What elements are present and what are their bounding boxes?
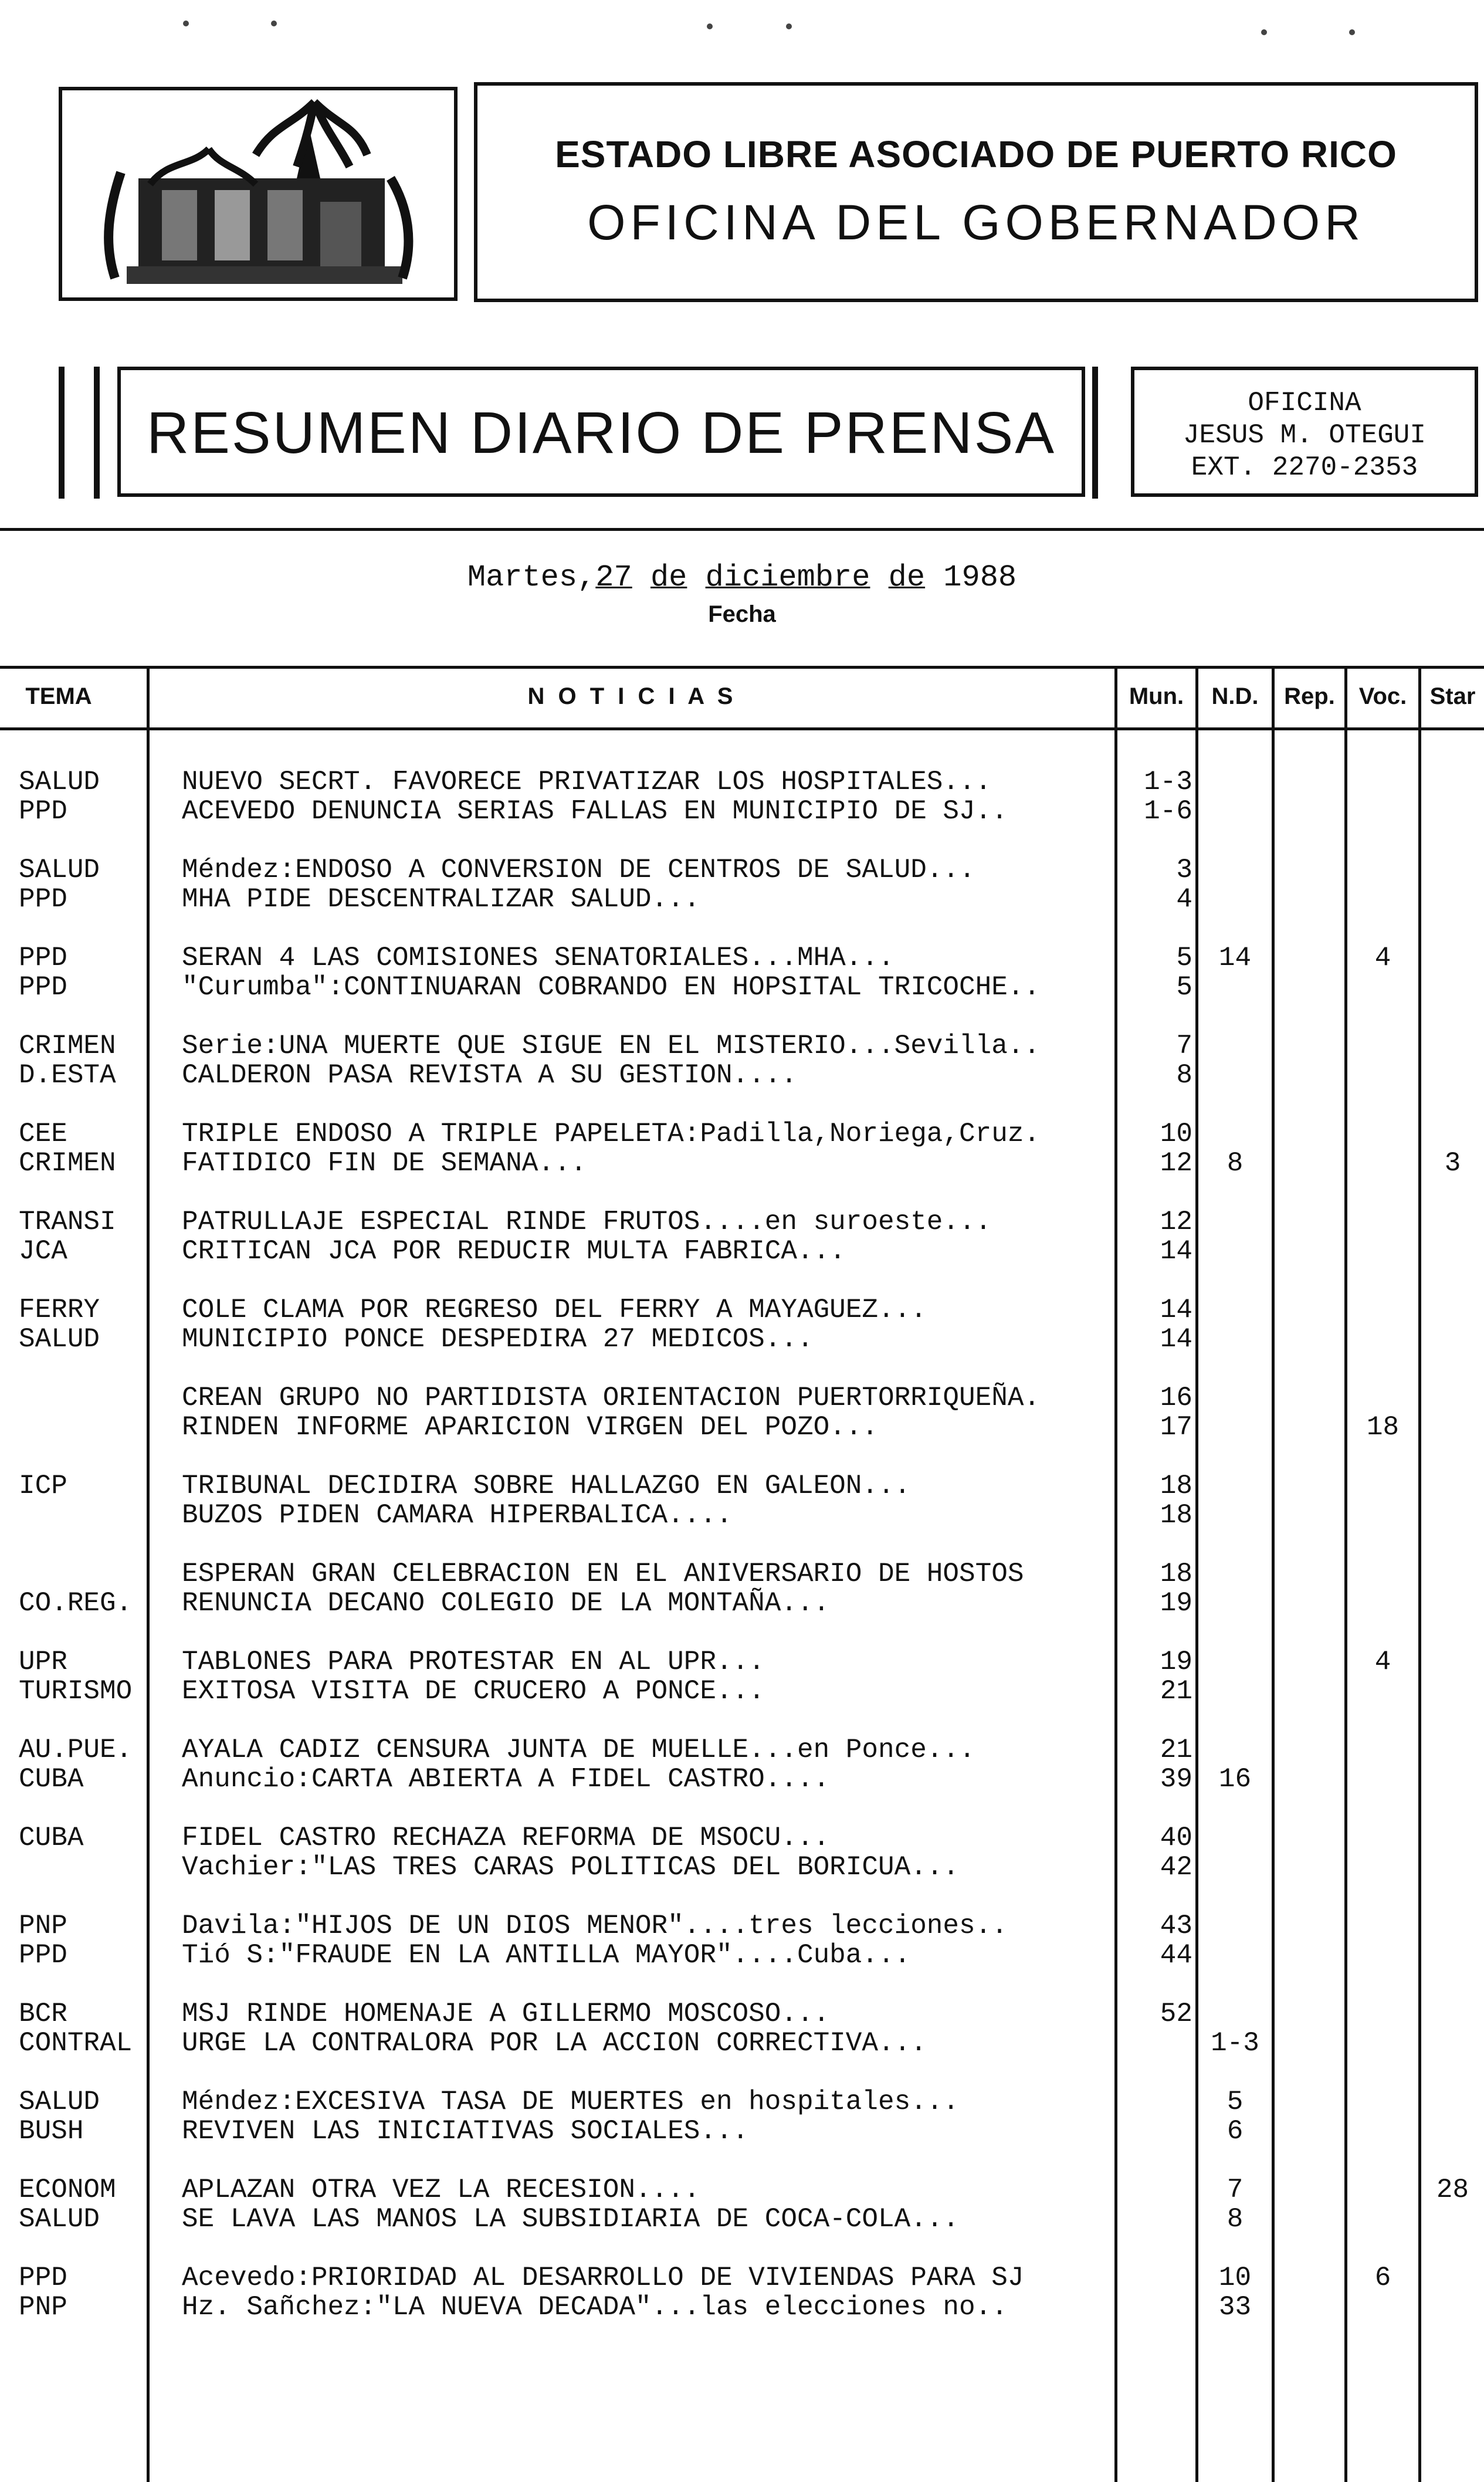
table-row [0,1471,1484,1501]
tema-cell: CO.REG. [19,1588,133,1618]
mun-cell: 19 [1160,1588,1192,1618]
tema-cell: CUBA [19,1764,84,1794]
tema-cell: SALUD [19,767,100,797]
tema-cell: UPR [19,1647,67,1677]
noticia-cell: EXITOSA VISITA DE CRUCERO A PONCE... [182,1676,765,1706]
noticia-cell: NUEVO SECRT. FAVORECE PRIVATIZAR LOS HOSPITALES... [182,767,992,797]
voc-cell: 4 [1374,1647,1391,1677]
tema-cell: SALUD [19,1324,100,1355]
date-month: diciembre [705,560,870,595]
mun-cell: 3 [1176,855,1192,885]
noticia-cell: COLE CLAMA POR REGRESO DEL FERRY A MAYAGUEZ... [182,1295,927,1325]
tema-cell: SALUD [19,2087,100,2117]
noticia-cell: Vachier:"LAS TRES CARAS POLITICAS DEL BORICUA... [182,1852,960,1882]
tema-cell: CONTRAL [19,2028,133,2058]
noticia-cell: CRITICAN JCA POR REDUCIR MULTA FABRICA... [182,1236,846,1267]
tema-cell: PPD [19,2263,67,2293]
table-row [0,1383,1484,1413]
mun-cell: 52 [1160,1999,1192,2029]
noticia-cell: URGE LA CONTRALORA POR LA ACCION CORRECTIVA... [182,2028,927,2058]
mun-cell: 10 [1160,1119,1192,1149]
tema-cell: D.ESTA [19,1060,116,1091]
noticias-header: N O T I C I A S [527,683,737,709]
scan-speck [1261,29,1267,35]
government-title-box [474,82,1478,302]
tema-cell: CUBA [19,1823,84,1853]
noticia-cell: AYALA CADIZ CENSURA JUNTA DE MUELLE...en Ponce... [182,1735,975,1765]
table-row [0,1677,1484,1706]
scan-speck [183,21,189,26]
tema-cell: PNP [19,2292,67,2322]
nd-cell: 8 [1226,2204,1244,2234]
office-name: OFICINA DEL GOBERNADOR [587,195,1365,250]
star-header: Star [1429,683,1476,709]
date-line [0,560,1484,595]
mun-cell: 16 [1160,1383,1192,1413]
nd-cell: 7 [1226,2175,1244,2205]
mun-cell: 19 [1160,1647,1192,1677]
noticia-cell: TRIBUNAL DECIDIRA SOBRE HALLAZGO EN GALEON... [182,1471,911,1501]
noticia-cell: Anuncio:CARTA ABIERTA A FIDEL CASTRO.... [182,1764,830,1794]
table-row [0,1823,1484,1853]
noticia-cell: MSJ RINDE HOMENAJE A GILLERMO MOSCOSO... [182,1999,830,2029]
table-row [0,767,1484,797]
nd-cell: 1-3 [1211,2028,1259,2058]
tema-cell: BUSH [19,2116,84,2146]
table-row [0,2263,1484,2293]
table-row [0,1559,1484,1589]
nd-header: N.D. [1211,683,1259,709]
mun-cell: 5 [1176,972,1192,1003]
voc-cell: 18 [1366,1412,1400,1443]
nd-cell: 5 [1226,2087,1244,2117]
table-row [0,2117,1484,2146]
tema-cell: CEE [19,1119,67,1149]
nd-cell: 10 [1218,2263,1252,2293]
nd-cell: 8 [1226,1148,1244,1179]
noticia-cell: CREAN GRUPO NO PARTIDISTA ORIENTACION PUERTORRIQUEÑA. [182,1383,1041,1413]
date-label: Fecha [708,601,776,627]
nd-cell: 16 [1218,1764,1252,1794]
table-row [0,1207,1484,1237]
mun-cell: 1-3 [1144,767,1192,797]
noticia-cell: CALDERON PASA REVISTA A SU GESTION.... [182,1060,797,1091]
mun-cell: 43 [1160,1911,1192,1941]
table-header-rule [0,727,1484,730]
table-row [0,885,1484,914]
table-row [0,2205,1484,2234]
office-extension: EXT. 2270-2353 [1191,452,1418,483]
date-de: de [888,560,926,595]
noticia-cell: Serie:UNA MUERTE QUE SIGUE EN EL MISTERIO...Sevilla.. [182,1031,1041,1061]
noticia-cell: FIDEL CASTRO RECHAZA REFORMA DE MSOCU... [182,1823,830,1853]
tema-cell: BCR [19,1999,67,2029]
table-row [0,797,1484,826]
noticia-cell: Acevedo:PRIORIDAD AL DESARROLLO DE VIVIENDAS PARA SJ [182,2263,1024,2293]
nd-cell: 33 [1218,2292,1252,2322]
office-label: OFICINA [1248,388,1361,418]
nd-cell: 14 [1218,943,1252,973]
mun-cell: 21 [1160,1735,1192,1765]
tema-cell: AU.PUE. [19,1735,133,1765]
table-row [0,1589,1484,1618]
noticia-cell: FATIDICO FIN DE SEMANA... [182,1148,587,1179]
table-row [0,2293,1484,2322]
tema-cell: CRIMEN [19,1148,116,1179]
table-row [0,1413,1484,1442]
table-top-rule [0,666,1484,669]
scan-speck [707,23,713,29]
table-row [0,2175,1484,2205]
noticia-cell: REVIVEN LAS INICIATIVAS SOCIALES... [182,2116,749,2146]
noticia-cell: Tió S:"FRAUDE EN LA ANTILLA MAYOR"....Cuba... [182,1940,911,1970]
noticia-cell: ESPERAN GRAN CELEBRACION EN EL ANIVERSARIO DE HOSTOS [182,1559,1024,1589]
government-name: ESTADO LIBRE ASOCIADO DE PUERTO RICO [555,133,1397,175]
tema-cell: FERRY [19,1295,100,1325]
tema-cell: PPD [19,1940,67,1970]
table-row [0,2087,1484,2117]
table-row [0,1941,1484,1970]
date-day: 27 [595,560,632,595]
noticia-cell: ACEVEDO DENUNCIA SERIAS FALLAS EN MUNICIPIO DE SJ.. [182,796,1008,827]
table-row [0,1647,1484,1677]
tema-cell: ECONOM [19,2175,116,2205]
table-row [0,1765,1484,1794]
noticia-cell: RENUNCIA DECANO COLEGIO DE LA MONTAÑA... [182,1588,830,1618]
banner-title: RESUMEN DIARIO DE PRENSA [146,400,1056,466]
office-contact-box [1131,367,1478,497]
date-de: de [650,560,687,595]
seal-box [59,87,458,301]
star-cell: 28 [1436,2175,1469,2205]
mun-cell: 17 [1160,1412,1192,1443]
table-row [0,2029,1484,2058]
voc-cell: 4 [1374,943,1391,973]
mun-cell: 5 [1176,943,1192,973]
table-row [0,1237,1484,1266]
mun-cell: 40 [1160,1823,1192,1853]
nd-cell: 6 [1226,2116,1244,2146]
table-row [0,1735,1484,1765]
noticia-cell: "Curumba":CONTINUARAN COBRANDO EN HOPSITAL TRICOCHE.. [182,972,1041,1003]
tema-header: TEMA [25,683,92,709]
table-row [0,1119,1484,1149]
table-row [0,1031,1484,1061]
mun-cell: 42 [1160,1852,1192,1882]
mun-cell: 39 [1160,1764,1192,1794]
mun-cell: 8 [1176,1060,1192,1091]
banner-box [117,367,1085,497]
table-row [0,1149,1484,1178]
table-row [0,1999,1484,2029]
table-row [0,943,1484,973]
mun-cell: 44 [1160,1940,1192,1970]
fortaleza-building-image [62,90,454,297]
mun-cell: 4 [1176,884,1192,915]
scan-speck [271,21,277,26]
tema-cell: TRANSI [19,1207,116,1237]
tema-cell: PNP [19,1911,67,1941]
noticia-cell: APLAZAN OTRA VEZ LA RECESION.... [182,2175,700,2205]
tema-cell: TURISMO [19,1676,133,1706]
noticia-cell: Davila:"HIJOS DE UN DIOS MENOR"....tres lecciones.. [182,1911,1008,1941]
table-row [0,855,1484,885]
rep-header: Rep. [1284,683,1335,709]
noticia-cell: SE LAVA LAS MANOS LA SUBSIDIARIA DE COCA-COLA... [182,2204,960,2234]
noticia-cell: MHA PIDE DESCENTRALIZAR SALUD... [182,884,700,915]
mun-cell: 14 [1160,1236,1192,1267]
noticia-cell: BUZOS PIDEN CAMARA HIPERBALICA.... [182,1500,733,1530]
tema-cell: ICP [19,1471,67,1501]
table-row [0,1061,1484,1090]
table-row [0,1295,1484,1325]
tema-cell: SALUD [19,2204,100,2234]
mun-header: Mun. [1129,683,1184,709]
voc-cell: 6 [1374,2263,1391,2293]
mun-cell: 18 [1160,1559,1192,1589]
tema-cell: PPD [19,972,67,1003]
tema-cell: SALUD [19,855,100,885]
noticia-cell: Méndez:EXCESIVA TASA DE MUERTES en hospitales... [182,2087,960,2117]
star-cell: 3 [1444,1148,1461,1179]
tema-cell: JCA [19,1236,67,1267]
voc-header: Voc. [1358,683,1407,709]
header-divider [0,528,1484,531]
noticia-cell: RINDEN INFORME APARICION VIRGEN DEL POZO... [182,1412,878,1443]
tema-cell: CRIMEN [19,1031,116,1061]
table-row [0,973,1484,1002]
noticia-cell: TRIPLE ENDOSO A TRIPLE PAPELETA:Padilla,Noriega,Cruz. [182,1119,1041,1149]
tema-cell: PPD [19,796,67,827]
banner-bar [59,367,65,499]
banner-bar [1092,367,1098,499]
mun-cell: 18 [1160,1500,1192,1530]
mun-cell: 1-6 [1144,796,1192,827]
table-row [0,1325,1484,1354]
table-row [0,1911,1484,1941]
noticia-cell: Méndez:ENDOSO A CONVERSION DE CENTROS DE SALUD... [182,855,975,885]
date-year: 1988 [943,560,1017,595]
noticia-cell: PATRULLAJE ESPECIAL RINDE FRUTOS....en suroeste... [182,1207,992,1237]
mun-cell: 7 [1176,1031,1192,1061]
table-row [0,1501,1484,1530]
banner-bar [94,367,100,499]
noticia-cell: SERAN 4 LAS COMISIONES SENATORIALES...MHA... [182,943,895,973]
scan-speck [1349,29,1355,35]
mun-cell: 12 [1160,1207,1192,1237]
mun-cell: 14 [1160,1295,1192,1325]
office-contact-name: JESUS M. OTEGUI [1183,420,1427,451]
tema-cell: PPD [19,943,67,973]
table-row [0,1853,1484,1882]
noticia-cell: Hz. Sañchez:"LA NUEVA DECADA"...las elecciones no.. [182,2292,1008,2322]
tema-cell: PPD [19,884,67,915]
mun-cell: 18 [1160,1471,1192,1501]
noticia-cell: MUNICIPIO PONCE DESPEDIRA 27 MEDICOS... [182,1324,814,1355]
mun-cell: 14 [1160,1324,1192,1355]
scan-speck [786,23,792,29]
date-weekday: Martes, [467,560,596,595]
noticia-cell: TABLONES PARA PROTESTAR EN AL UPR... [182,1647,765,1677]
mun-cell: 21 [1160,1676,1192,1706]
mun-cell: 12 [1160,1148,1192,1179]
